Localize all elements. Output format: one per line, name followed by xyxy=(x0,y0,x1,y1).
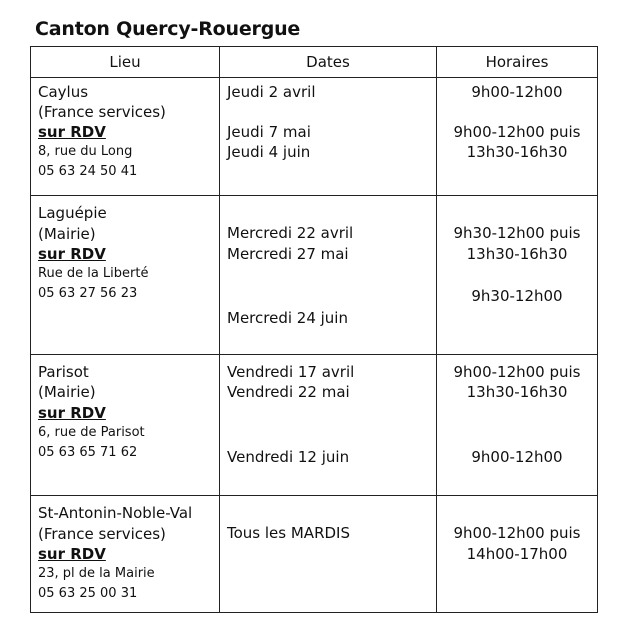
header-horaires: Horaires xyxy=(437,47,598,78)
date-entry: Vendredi 12 juin xyxy=(227,448,350,466)
schedule-table xyxy=(30,46,598,613)
table-row xyxy=(31,355,598,496)
time-entry: 9h30-12h00 xyxy=(471,287,563,305)
time-entry: 9h00-12h00 puis xyxy=(453,524,581,542)
time-entry: 13h30-16h30 xyxy=(466,383,568,401)
page-title: Canton Quercy-Rouergue xyxy=(35,18,301,40)
date-entry: Jeudi 2 avril xyxy=(227,83,316,101)
table-row xyxy=(31,496,598,613)
cell-horaires xyxy=(437,78,598,196)
rdv-label: sur RDV xyxy=(38,545,106,563)
rdv-label: sur RDV xyxy=(38,123,106,141)
date-entry: Mercredi 27 mai xyxy=(227,245,349,263)
lieu-type: (France services) xyxy=(38,103,166,121)
cell-horaires xyxy=(437,196,598,355)
lieu-address: 8, rue du Long xyxy=(38,144,133,159)
cell-lieu xyxy=(31,78,220,196)
lieu-name: Caylus xyxy=(38,83,89,101)
date-entry: Vendredi 22 mai xyxy=(227,383,350,401)
rdv-label: sur RDV xyxy=(38,245,106,263)
time-entry: 9h00-12h00 puis xyxy=(453,123,581,141)
cell-dates xyxy=(220,78,437,196)
date-entry: Tous les MARDIS xyxy=(227,524,350,542)
table-header-row xyxy=(31,47,598,78)
lieu-address: 6, rue de Parisot xyxy=(38,425,145,440)
lieu-type: (Mairie) xyxy=(38,383,96,401)
time-entry: 9h00-12h00 puis xyxy=(453,363,581,381)
date-entry: Mercredi 22 avril xyxy=(227,224,354,242)
cell-dates xyxy=(220,355,437,496)
header-lieu: Lieu xyxy=(31,47,220,78)
time-entry: 13h30-16h30 xyxy=(466,143,568,161)
lieu-type: (France services) xyxy=(38,525,166,543)
header-dates: Dates xyxy=(220,47,437,78)
time-entry: 9h00-12h00 xyxy=(471,448,563,466)
lieu-phone: 05 63 27 56 23 xyxy=(38,286,138,301)
lieu-address: 23, pl de la Mairie xyxy=(38,566,155,581)
time-entry: 14h00-17h00 xyxy=(466,545,568,563)
time-entry: 9h30-12h00 puis xyxy=(453,224,581,242)
cell-lieu xyxy=(31,355,220,496)
table-row xyxy=(31,196,598,355)
cell-dates xyxy=(220,196,437,355)
lieu-phone: 05 63 24 50 41 xyxy=(38,164,138,179)
lieu-name: Laguépie xyxy=(38,204,107,222)
date-entry: Jeudi 4 juin xyxy=(227,143,311,161)
date-entry: Jeudi 7 mai xyxy=(227,123,311,141)
date-entry: Vendredi 17 avril xyxy=(227,363,355,381)
date-entry: Mercredi 24 juin xyxy=(227,309,348,327)
lieu-phone: 05 63 25 00 31 xyxy=(38,586,138,601)
lieu-type: (Mairie) xyxy=(38,225,96,243)
lieu-phone: 05 63 65 71 62 xyxy=(38,445,138,460)
cell-horaires xyxy=(437,496,598,613)
lieu-name: St-Antonin-Noble-Val xyxy=(38,504,193,522)
cell-lieu xyxy=(31,196,220,355)
cell-dates xyxy=(220,496,437,613)
lieu-address: Rue de la Liberté xyxy=(38,266,149,281)
rdv-label: sur RDV xyxy=(38,404,106,422)
time-entry: 13h30-16h30 xyxy=(466,245,568,263)
lieu-name: Parisot xyxy=(38,363,89,381)
cell-lieu xyxy=(31,496,220,613)
time-entry: 9h00-12h00 xyxy=(471,83,563,101)
cell-horaires xyxy=(437,355,598,496)
table-row xyxy=(31,78,598,196)
